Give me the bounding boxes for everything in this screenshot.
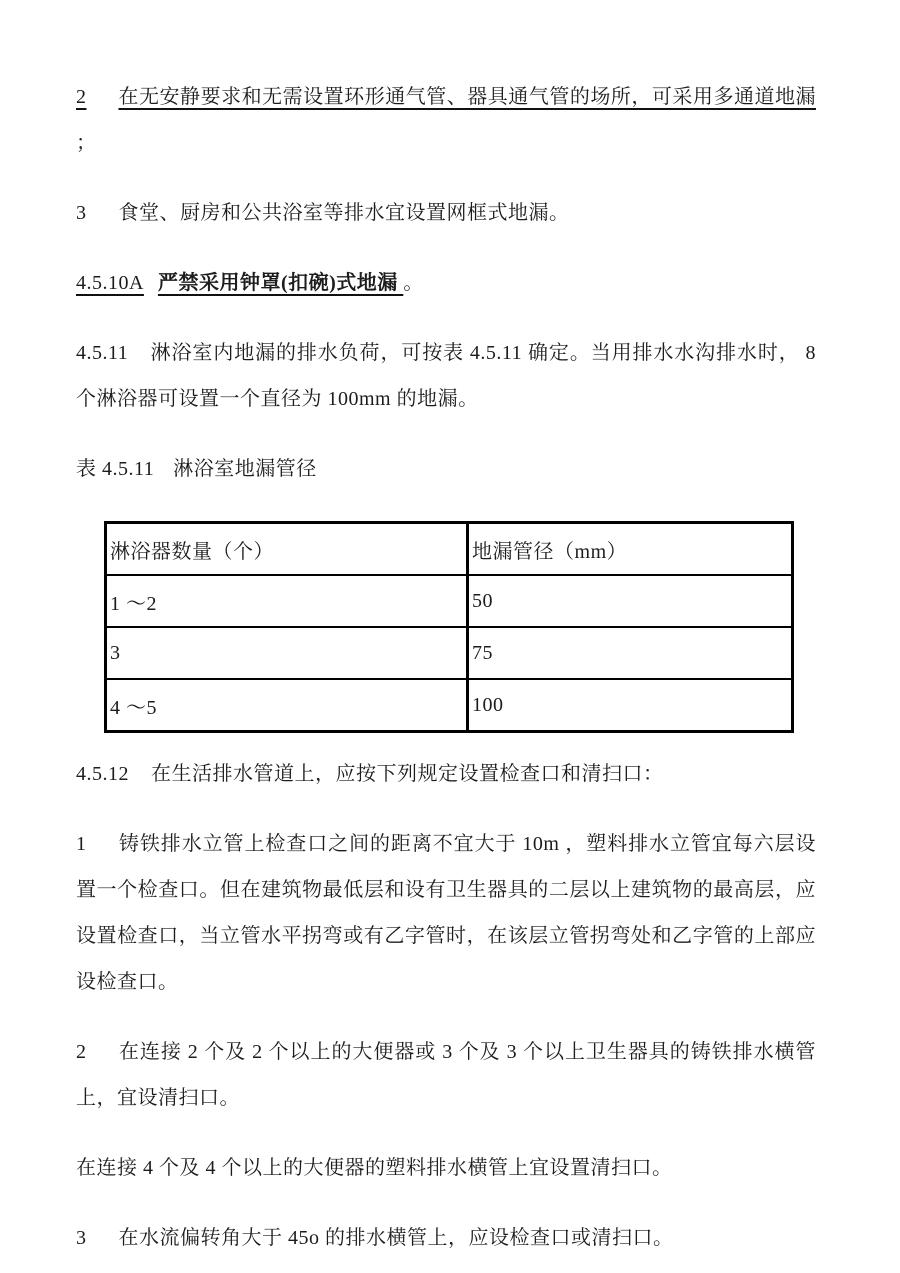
list-item-3-text: 食堂、厨房和公共浴室等排水宜设置网框式地漏。 bbox=[118, 202, 570, 224]
clause-4-5-12-number: 4.5.12 bbox=[76, 763, 129, 785]
clause-4-5-11-number: 4.5.11 bbox=[76, 342, 129, 364]
clause-4-5-10A-title: 严禁采用钟罩(扣碗)式地漏 bbox=[157, 272, 404, 294]
table-cell-count-1: 1 ～2 bbox=[106, 575, 468, 627]
table-cell-diameter-1: 50 bbox=[468, 575, 793, 627]
table-cell-diameter-2: 75 bbox=[468, 627, 793, 679]
table-cell-count-3: 4 ～5 bbox=[106, 679, 468, 732]
clause-4-5-12-text: 在生活排水管道上，应按下列规定设置检查口和清扫口： bbox=[151, 763, 664, 785]
clause-4-5-11-text: 淋浴室内地漏的排水负荷，可按表 4.5.11 确定。当用排水水沟排水时， 8 个淋浴器可设置一个直径为 100mm 的地漏。 bbox=[76, 342, 816, 410]
sub-item-2-number: 2 bbox=[76, 1041, 87, 1063]
table-caption bbox=[76, 446, 816, 492]
sub-item-2-text: 在连接 2 个及 2 个以上的大便器或 3 个及 3 个以上卫生器具的铸铁排水横管上，宜设清扫口。 bbox=[76, 1041, 816, 1109]
clause-4-5-12 bbox=[76, 751, 816, 797]
table-caption-label: 表 4.5.11 bbox=[76, 458, 155, 480]
list-item-2-text: 在无安静要求和无需设置环形通气管、器具通气管的场所，可采用多通道地漏 bbox=[118, 86, 816, 108]
sub-item-2 bbox=[76, 1029, 816, 1121]
list-item-2-tail: ； bbox=[76, 132, 97, 154]
clause-4-5-10A-number: 4.5.10A bbox=[76, 272, 144, 294]
sub-item-3-text: 在水流偏转角大于 45o 的排水横管上，应设检查口或清扫口。 bbox=[118, 1227, 674, 1249]
plastic-pipe-note bbox=[76, 1145, 816, 1191]
table-header-drain-diameter: 地漏管径（mm） bbox=[468, 523, 793, 576]
list-item-3 bbox=[76, 190, 816, 236]
sub-item-3-number: 3 bbox=[76, 1227, 87, 1249]
table-row bbox=[106, 627, 793, 679]
table-caption-title: 淋浴室地漏管径 bbox=[173, 458, 317, 480]
sub-item-1-number: 1 bbox=[76, 833, 87, 855]
shower-drain-table bbox=[104, 521, 794, 733]
table-row bbox=[106, 679, 793, 732]
sub-item-3 bbox=[76, 1215, 816, 1261]
sub-item-1-text: 铸铁排水立管上检查口之间的距离不宜大于 10m ，塑料排水立管宜每六层设置一个检查口。但在建筑物最低层和设有卫生器具的二层以上建筑物的最高层，应设置检查口，当立管水平拐弯或有乙字管时，在该层立管拐弯处和乙字管的上部应设检查口。 bbox=[76, 833, 816, 993]
table-header-shower-count: 淋浴器数量（个） bbox=[106, 523, 468, 576]
clause-4-5-10A bbox=[76, 260, 816, 306]
table-cell-diameter-3: 100 bbox=[468, 679, 793, 732]
plastic-pipe-note-text: 在连接 4 个及 4 个以上的大便器的塑料排水横管上宜设置清扫口。 bbox=[76, 1157, 673, 1179]
list-item-2-number: 2 bbox=[76, 86, 87, 108]
list-item-2 bbox=[76, 74, 816, 166]
table-row bbox=[106, 575, 793, 627]
table-cell-count-2: 3 bbox=[106, 627, 468, 679]
table-header-row bbox=[106, 523, 793, 576]
sub-item-1 bbox=[76, 821, 816, 1005]
clause-4-5-10A-tail: 。 bbox=[403, 272, 424, 294]
clause-4-5-11 bbox=[76, 330, 816, 422]
list-item-3-number: 3 bbox=[76, 202, 87, 224]
